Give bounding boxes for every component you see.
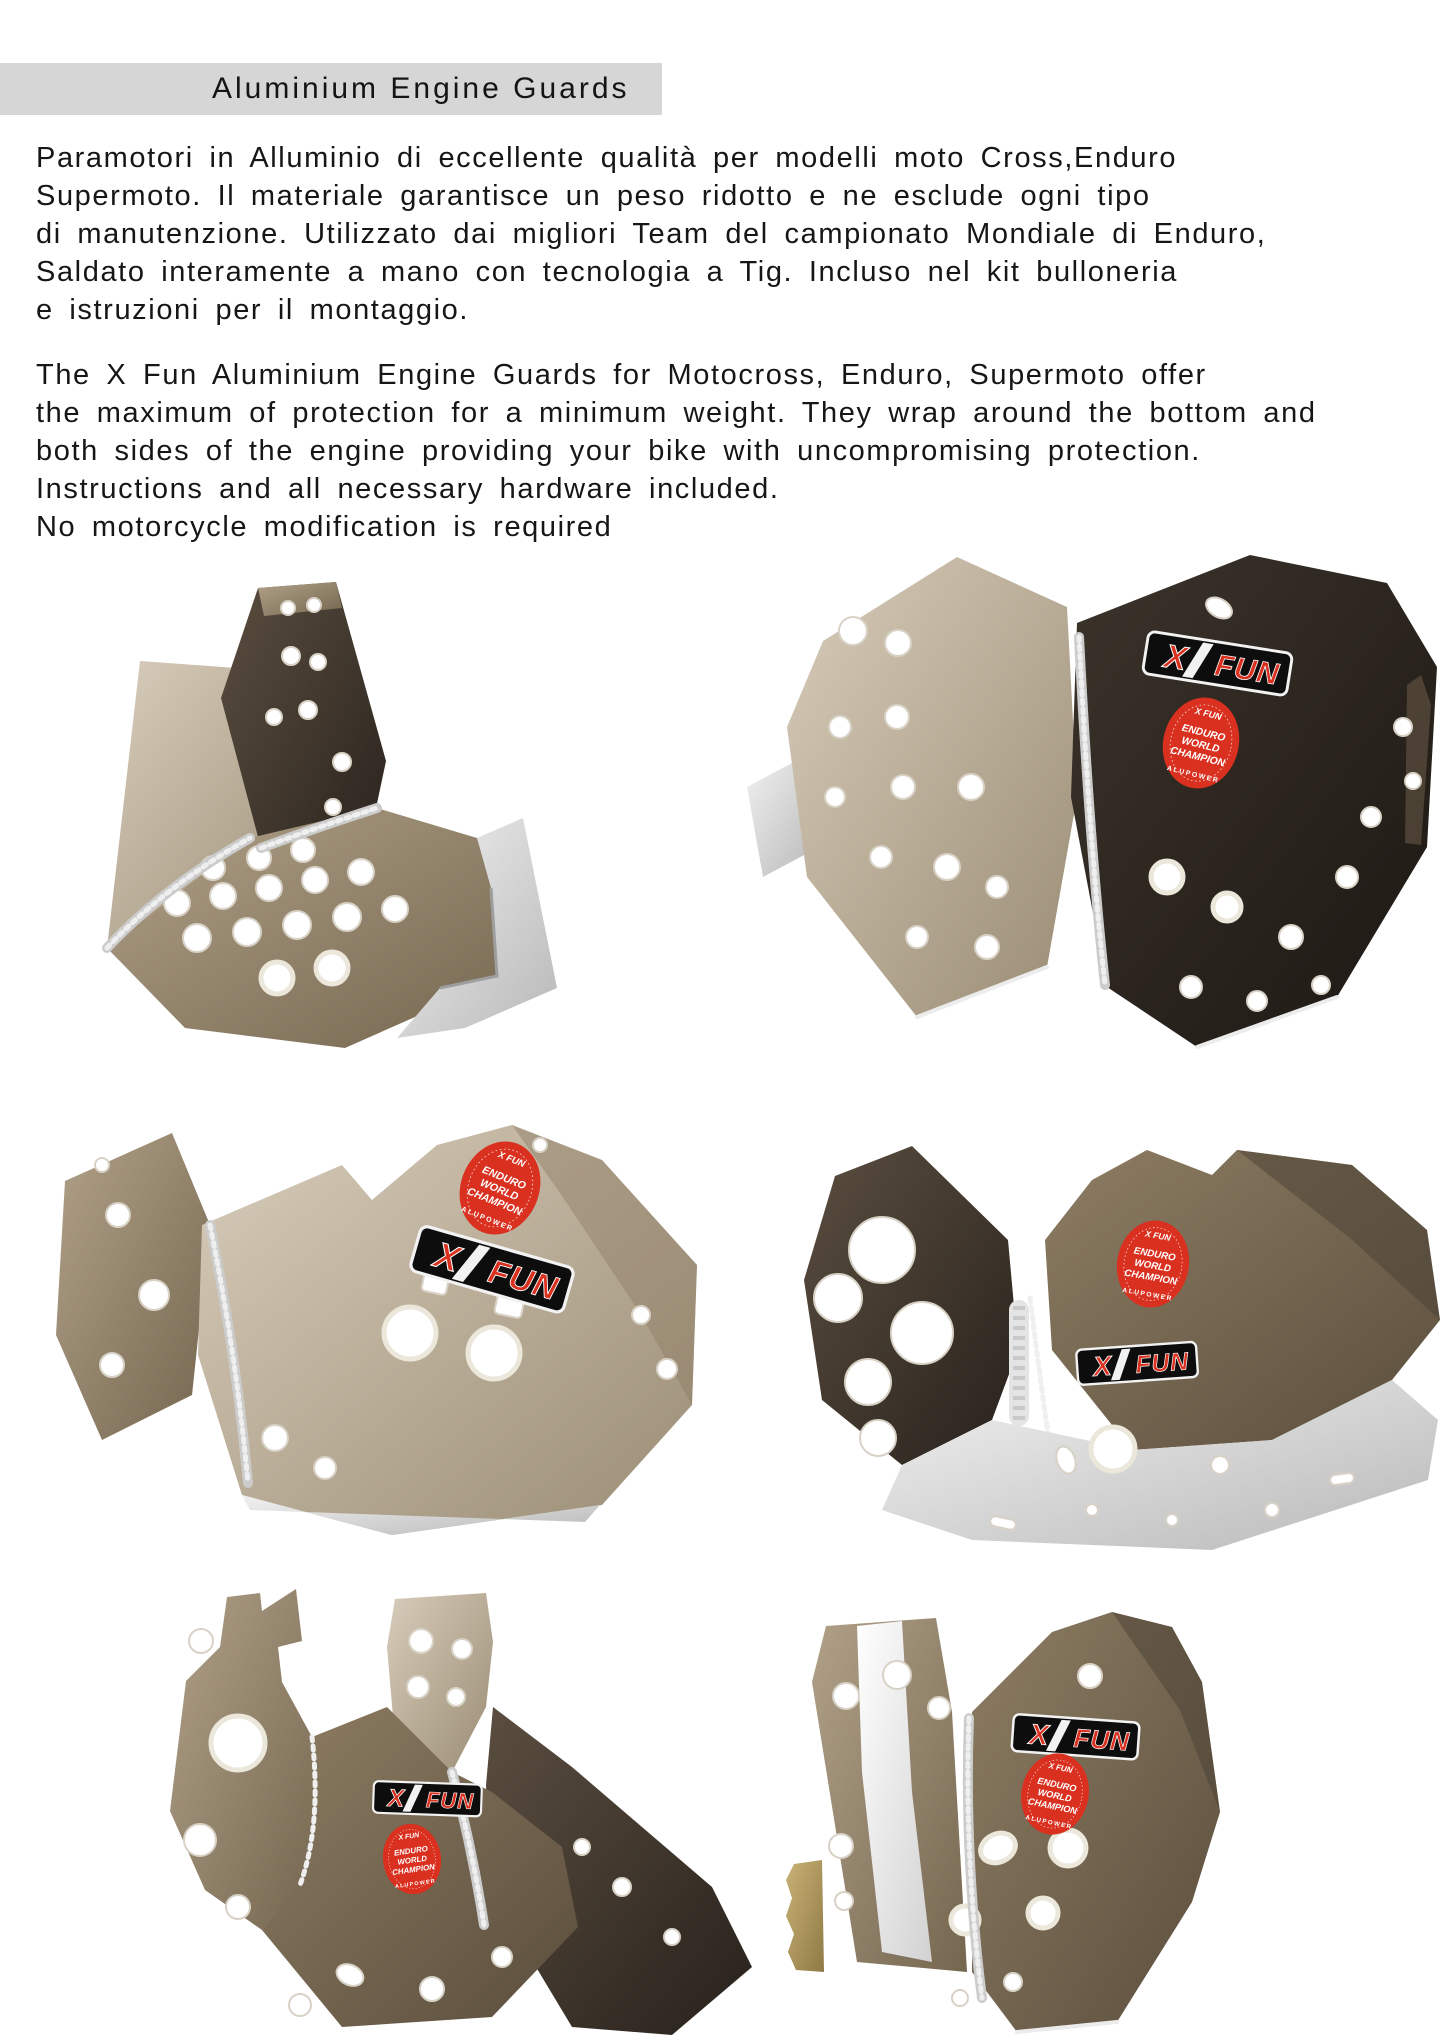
product-photo-middle-left xyxy=(40,1103,705,1535)
text-line: No motorcycle modification is required xyxy=(36,511,613,543)
product-photo-top-left xyxy=(45,556,690,1061)
product-photo-middle-right xyxy=(790,1118,1445,1563)
text-line: the maximum of protection for a minimum weight. They wrap around the bottom and xyxy=(36,397,1317,429)
text-line: The X Fun Aluminium Engine Guards for Motocross, Enduro, Supermoto offer xyxy=(36,359,1207,391)
text-line: both sides of the engine providing your bike with uncompromising protection. xyxy=(36,435,1201,467)
product-photo-bottom-right xyxy=(760,1590,1445,2044)
text-line: di manutenzione. Utilizzato dai migliori Team del campionato Mondiale di Enduro, xyxy=(36,218,1267,250)
text-line: Instructions and all necessary hardware included. xyxy=(36,473,780,505)
text-line: Saldato interamente a mano con tecnologia a Tig. Incluso nel kit bulloneria xyxy=(36,256,1178,288)
product-photo-bottom-left xyxy=(150,1585,762,2035)
page-title: Aluminium Engine Guards xyxy=(212,72,630,105)
section-header-bar xyxy=(0,63,662,115)
intro-paragraph-english xyxy=(36,356,1317,546)
product-photo-top-right xyxy=(745,545,1445,1060)
intro-paragraph-italian xyxy=(36,139,1266,329)
text-line: Paramotori in Alluminio di eccellente qualità per modelli moto Cross,Enduro xyxy=(36,142,1178,174)
text-line: e istruzioni per il montaggio. xyxy=(36,294,470,326)
text-line: Supermoto. Il materiale garantisce un peso ridotto e ne esclude ogni tipo xyxy=(36,180,1151,212)
